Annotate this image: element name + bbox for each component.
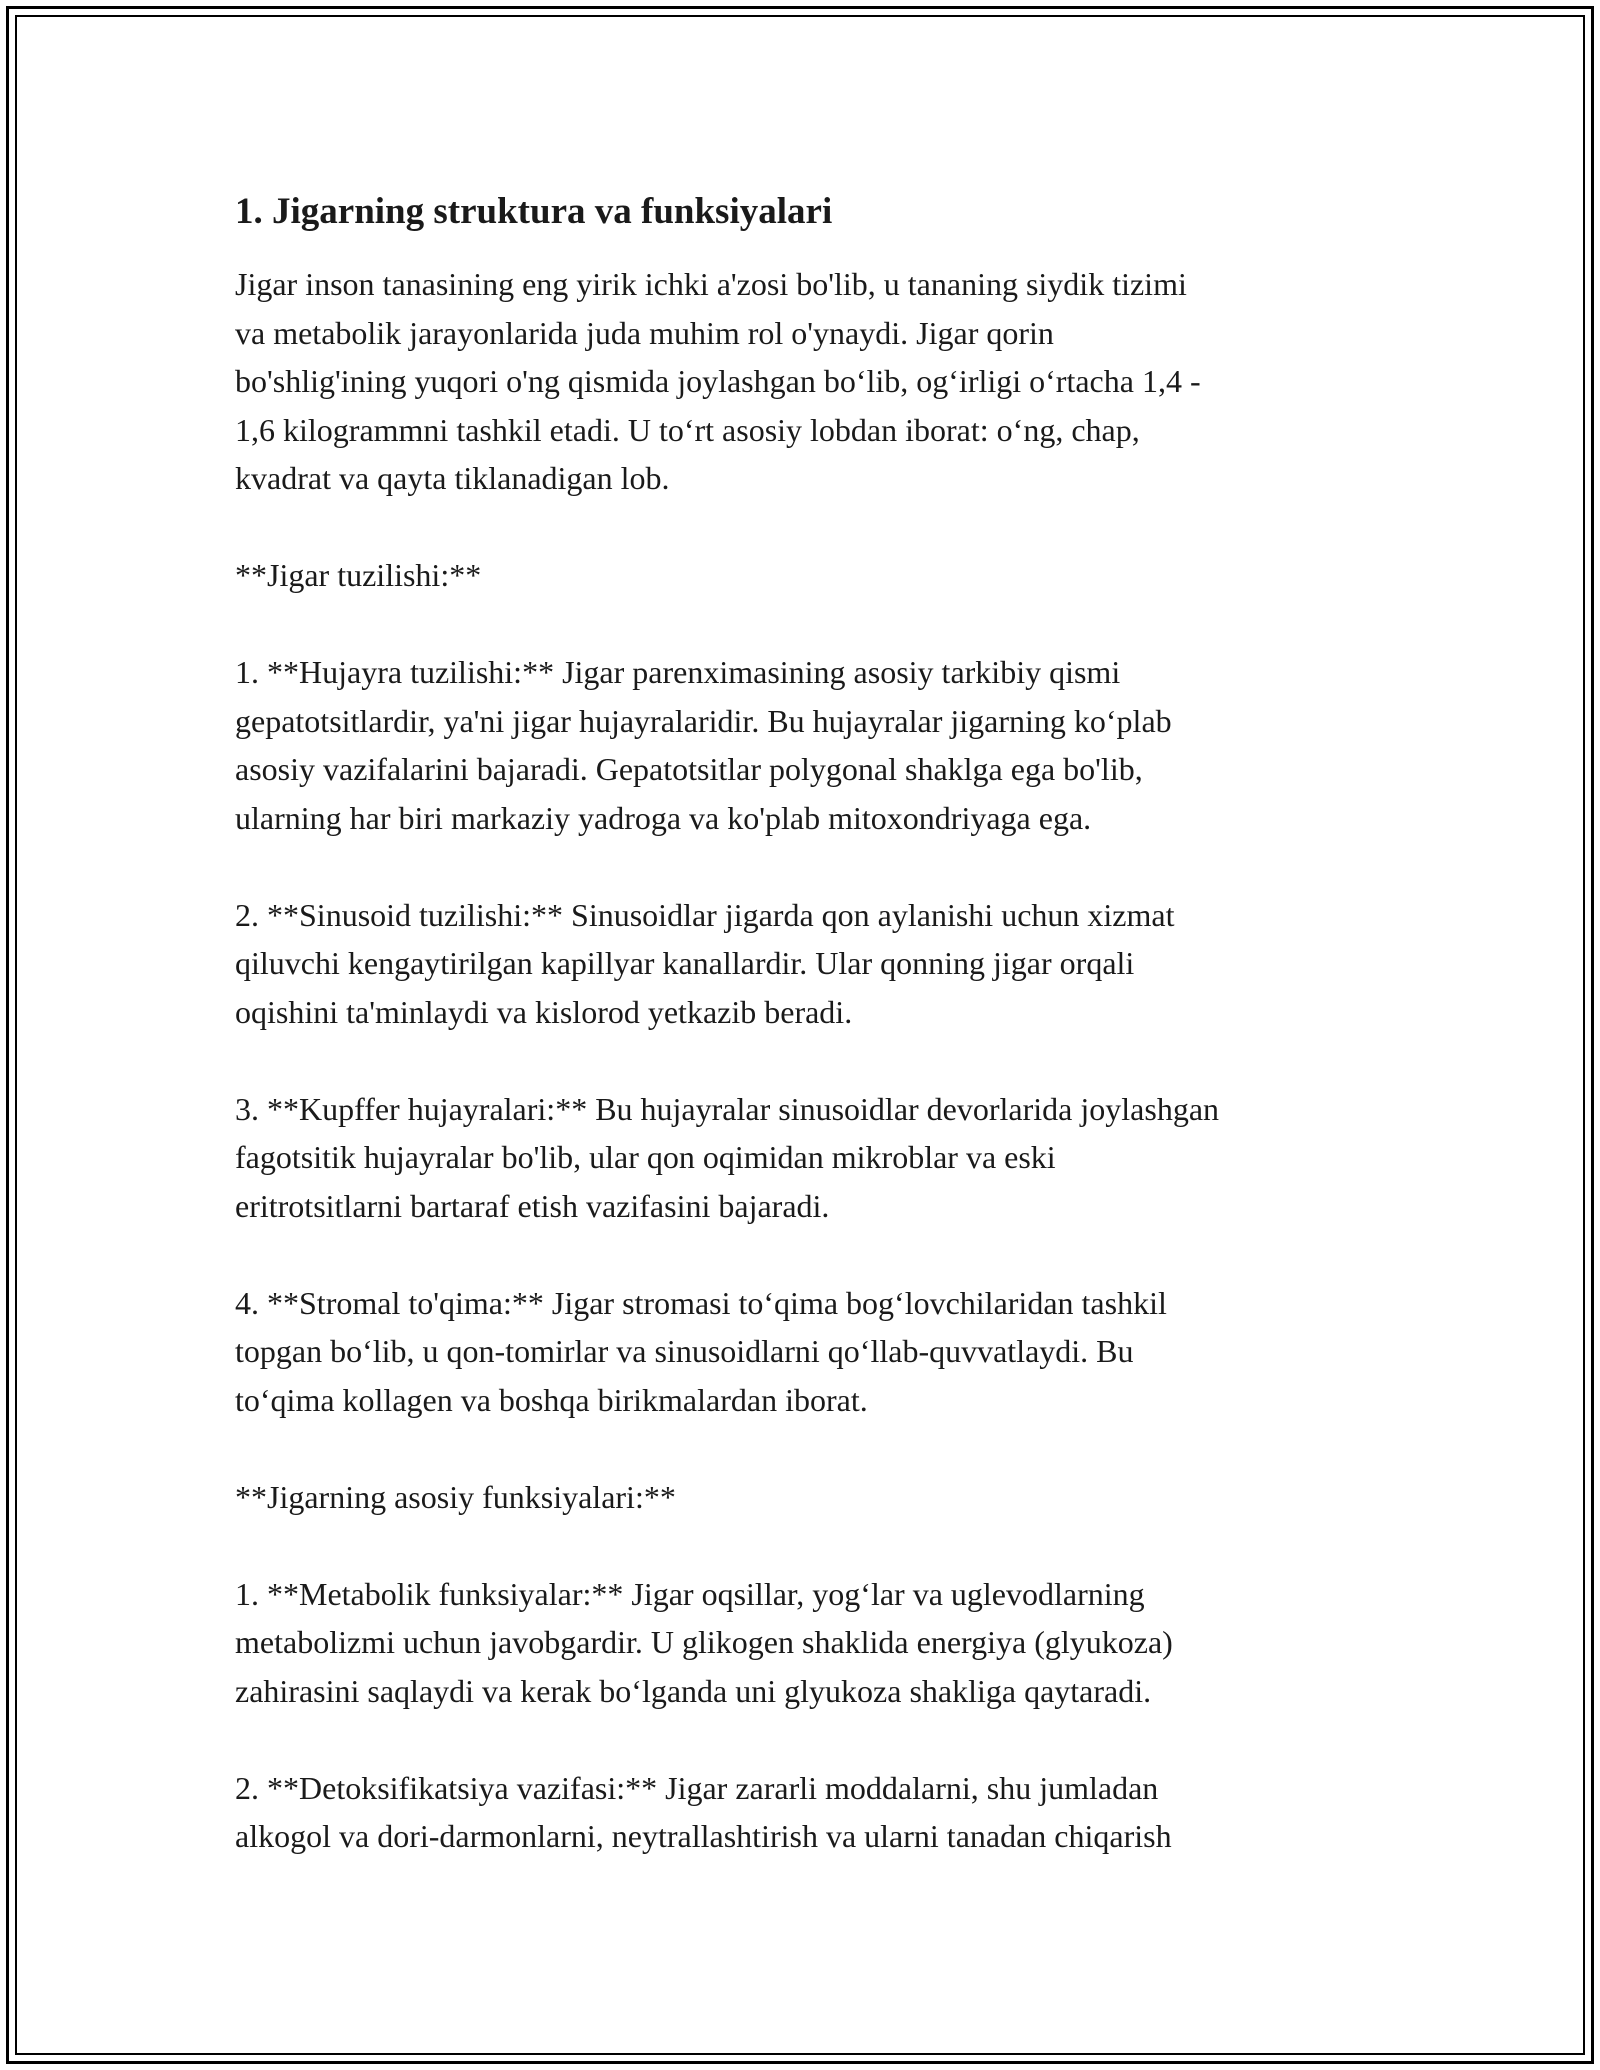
text-line: zahirasini saqlaydi va kerak bo‘lganda uni glyukoza shakliga qaytaradi. bbox=[235, 1672, 1152, 1709]
paragraph bbox=[235, 891, 1385, 1037]
paragraph bbox=[235, 1570, 1385, 1716]
text-line: topgan bo‘lib, u qon-tomirlar va sinusoidlarni qo‘llab-quvvatlaydi. Bu bbox=[235, 1333, 1134, 1369]
text-line: 4. **Stromal to'qima:** Jigar stromasi to‘qima bog‘lovchilaridan tashkil bbox=[235, 1284, 1167, 1321]
paragraph bbox=[235, 1085, 1385, 1231]
text-line: eritrotsitlarni bartaraf etish vazifasini bajaradi. bbox=[235, 1187, 830, 1224]
paragraph bbox=[235, 1279, 1385, 1425]
text-line: asosiy vazifalarini bajaradi. Gepatotsitlar polygonal shaklga ega bo'lib, bbox=[235, 751, 1143, 787]
text-line: 2. **Sinusoid tuzilishi:** Sinusoidlar jigarda qon aylanishi uchun xizmat bbox=[235, 896, 1175, 933]
text-line: metabolizmi uchun javobgardir. U glikogen shaklida energiya (glyukoza) bbox=[235, 1624, 1173, 1660]
text-line: bo'shlig'ining yuqori o'ng qismida joylashgan bo‘lib, og‘irligi o‘rtacha 1,4 - bbox=[235, 363, 1201, 399]
paragraph bbox=[235, 260, 1385, 503]
text-line: gepatotsitlardir, ya'ni jigar hujayralaridir. Bu hujayralar jigarning ko‘plab bbox=[235, 702, 1172, 739]
text-line: 1. **Metabolik funksiyalar:** Jigar oqsillar, yog‘lar va uglevodlarning bbox=[235, 1575, 1145, 1612]
text-line: va metabolik jarayonlarida juda muhim rol o'ynaydi. Jigar qorin bbox=[235, 314, 1054, 351]
document-title: 1. Jigarning struktura va funksiyalari bbox=[235, 191, 833, 232]
text-line: alkogol va dori-darmonlarni, neytrallashtirish va ularni tanadan chiqarish bbox=[235, 1818, 1172, 1854]
text-line: qiluvchi kengaytirilgan kapillyar kanallardir. Ular qonning jigar orqali bbox=[235, 945, 1135, 981]
text-line: 1,6 kilogrammni tashkil etadi. U to‘rt asosiy lobdan iborat: o‘ng, chap, bbox=[235, 411, 1140, 448]
document-body bbox=[235, 188, 1385, 1909]
paragraph-list bbox=[235, 260, 1385, 1861]
text-line: **Jigarning asosiy funksiyalari:** bbox=[235, 1478, 676, 1515]
text-line: 1. **Hujayra tuzilishi:** Jigar parenximasining asosiy tarkibiy qismi bbox=[235, 654, 1121, 690]
text-line: 2. **Detoksifikatsiya vazifasi:** Jigar zararli moddalarni, shu jumladan bbox=[235, 1769, 1159, 1806]
text-line: kvadrat va qayta tiklanadigan lob. bbox=[235, 460, 670, 496]
text-line: ularning har biri markaziy yadroga va ko'plab mitoxondriyaga ega. bbox=[235, 799, 1092, 836]
text-line: oqishini ta'minlaydi va kislorod yetkazib beradi. bbox=[235, 993, 853, 1030]
text-line: to‘qima kollagen va boshqa birikmalardan iborat. bbox=[235, 1381, 868, 1418]
paragraph bbox=[235, 648, 1385, 842]
text-line: **Jigar tuzilishi:** bbox=[235, 557, 482, 593]
text-line: 3. **Kupffer hujayralari:** Bu hujayralar sinusoidlar devorlarida joylashgan bbox=[235, 1090, 1220, 1127]
paragraph bbox=[235, 1473, 1385, 1522]
paragraph bbox=[235, 551, 1385, 600]
text-line: Jigar inson tanasining eng yirik ichki a'zosi bo'lib, u tananing siydik tizimi bbox=[235, 266, 1187, 302]
paragraph bbox=[235, 1764, 1385, 1861]
text-line: fagotsitik hujayralar bo'lib, ular qon oqimidan mikroblar va eski bbox=[235, 1139, 1056, 1175]
